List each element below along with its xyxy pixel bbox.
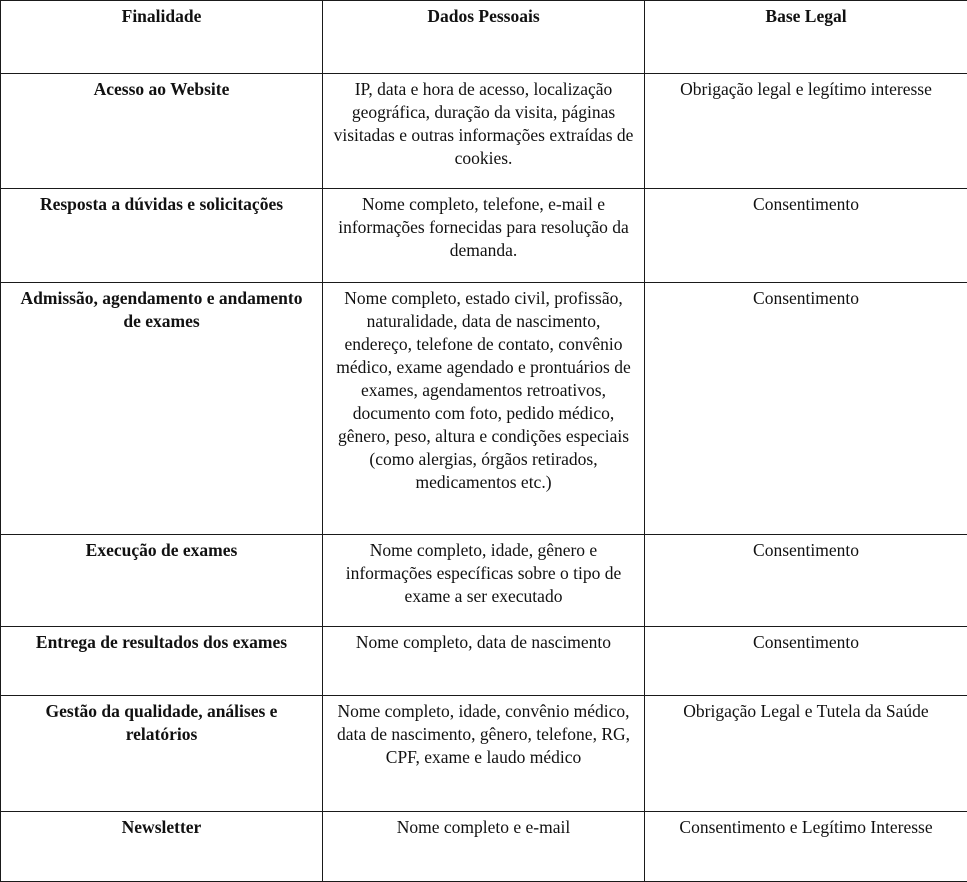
header-finalidade: Finalidade (1, 1, 323, 74)
cell-base-legal: Obrigação legal e legítimo interesse (645, 74, 967, 189)
table-row (1, 189, 967, 283)
cell-base-legal: Consentimento (645, 627, 967, 696)
table-row (1, 283, 967, 535)
cell-dados-pessoais: Nome completo, telefone, e-mail e informações fornecidas para resolução da demanda. (323, 189, 645, 283)
cell-dados-pessoais: Nome completo e e-mail (323, 812, 645, 882)
cell-finalidade: Gestão da qualidade, análises e relatórios (1, 696, 323, 812)
cell-finalidade: Entrega de resultados dos exames (1, 627, 323, 696)
table-header-row (1, 1, 967, 74)
cell-finalidade: Resposta a dúvidas e solicitações (1, 189, 323, 283)
cell-base-legal: Consentimento (645, 189, 967, 283)
table-row (1, 812, 967, 882)
header-base-legal: Base Legal (645, 1, 967, 74)
header-dados-pessoais: Dados Pessoais (323, 1, 645, 74)
table-row (1, 696, 967, 812)
table-row (1, 535, 967, 627)
cell-dados-pessoais: Nome completo, idade, gênero e informações específicas sobre o tipo de exame a ser executado (323, 535, 645, 627)
cell-dados-pessoais: Nome completo, idade, convênio médico, data de nascimento, gênero, telefone, RG, CPF, exame e laudo médico (323, 696, 645, 812)
cell-base-legal: Consentimento (645, 535, 967, 627)
cell-finalidade: Newsletter (1, 812, 323, 882)
cell-dados-pessoais: IP, data e hora de acesso, localização geográfica, duração da visita, páginas visitadas e outras informações extraídas de cookies. (323, 74, 645, 189)
cell-finalidade: Acesso ao Website (1, 74, 323, 189)
cell-finalidade: Admissão, agendamento e andamento de exames (1, 283, 323, 535)
cell-finalidade: Execução de exames (1, 535, 323, 627)
table-row (1, 627, 967, 696)
cell-dados-pessoais: Nome completo, estado civil, profissão, naturalidade, data de nascimento, endereço, telefone de contato, convênio médico, exame agendado e prontuários de exames, agendamentos retroativos, documento com foto, pedido médico, gênero, peso, altura e condições especiais (como alergias, órgãos retirados, medicamentos etc.) (323, 283, 645, 535)
cell-dados-pessoais: Nome completo, data de nascimento (323, 627, 645, 696)
cell-base-legal: Consentimento e Legítimo Interesse (645, 812, 967, 882)
table-row (1, 74, 967, 189)
cell-base-legal: Obrigação Legal e Tutela da Saúde (645, 696, 967, 812)
cell-base-legal: Consentimento (645, 283, 967, 535)
